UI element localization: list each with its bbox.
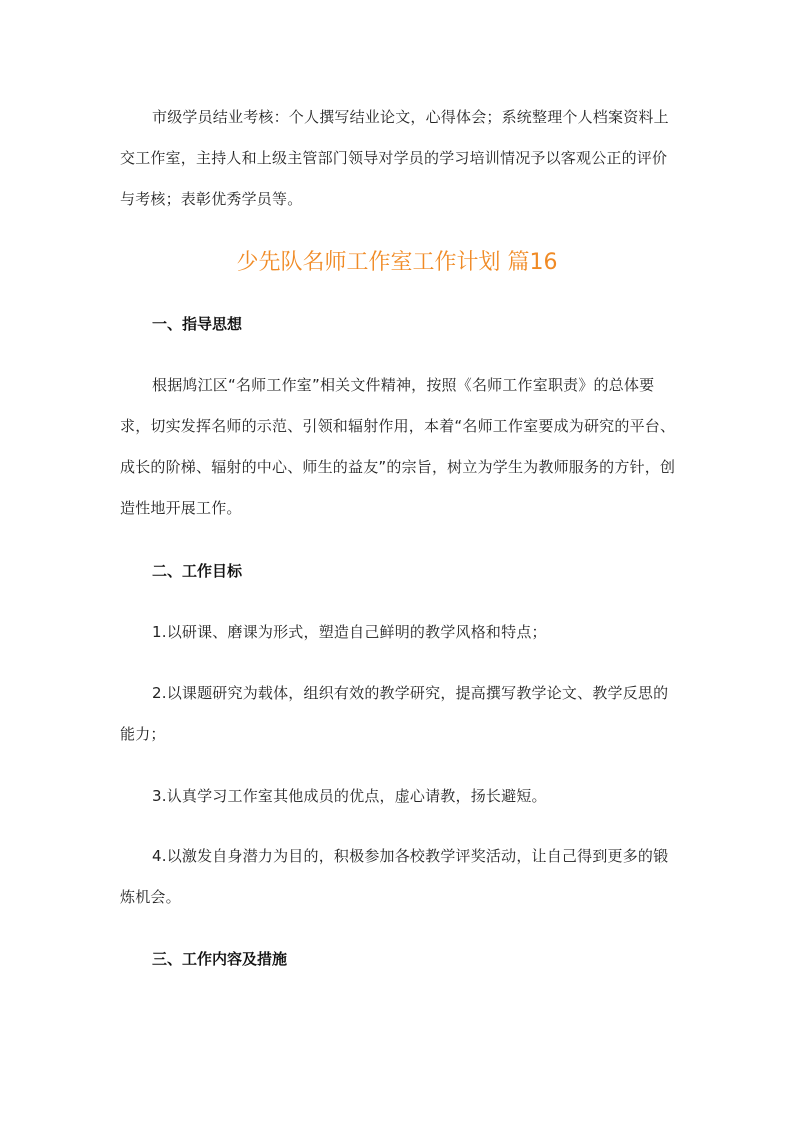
guiding-thought-paragraph: 根据鸠江区“名师工作室”相关文件精神，按照《名师工作室职责》的总体要求，切实发挥名师的示范、引领和辐射作用，本着“名师工作室要成为研究的平台、成长的阶梯、辐射的中心、师生的益友”的宗旨，树立为学生为教师服务的方针，创造性地开展工作。 (120, 376, 676, 517)
goal-item-3: 3.认真学习工作室其他成员的优点，虚心请教，扬长避短。 (152, 787, 547, 805)
section-heading-guiding-thought: 一、指导思想 (152, 315, 243, 333)
section-heading-work-content: 三、工作内容及措施 (152, 950, 288, 968)
goal-item-4: 4.以激发自身潜力为目的，积极参加各校教学评奖活动，让自己得到更多的锻炼机会。 (120, 847, 669, 906)
intro-paragraph: 市级学员结业考核：个人撰写结业论文，心得体会；系统整理个人档案资料上交工作室，主持人和上级主管部门领导对学员的学习培训情况予以客观公正的评价与考核；表彰优秀学员等。 (120, 108, 669, 208)
page-title: 少先队名师工作室工作计划 篇16 (236, 250, 558, 275)
section-heading-work-goals: 二、工作目标 (152, 562, 243, 580)
goal-item-2: 2.以课题研究为载体，组织有效的教学研究，提高撰写教学论文、教学反思的能力； (120, 684, 669, 743)
goal-item-1: 1.以研课、磨课为形式，塑造自己鲜明的教学风格和特点； (152, 623, 547, 641)
